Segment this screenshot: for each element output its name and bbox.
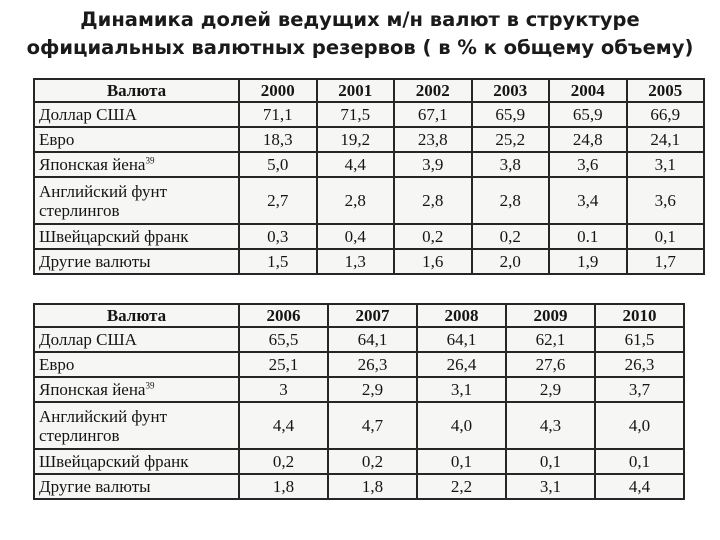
column-header-currency: Валюта xyxy=(34,79,239,102)
row-label: Швейцарский франк xyxy=(34,224,239,249)
table-cell: 1,3 xyxy=(317,249,395,274)
table-cell: 1,7 xyxy=(627,249,705,274)
table-cell: 0,2 xyxy=(328,449,417,474)
table-cell: 3 xyxy=(239,377,328,402)
row-label xyxy=(34,152,239,177)
table-cell: 4,0 xyxy=(595,402,684,449)
table-cell: 4,3 xyxy=(506,402,595,449)
row-label-text: Японская йена xyxy=(39,379,146,399)
table-cell: 24,8 xyxy=(549,127,627,152)
table-cell: 71,1 xyxy=(239,102,317,127)
row-label xyxy=(34,377,239,402)
table-cell: 3,6 xyxy=(627,177,705,224)
table-row xyxy=(34,102,704,127)
table-cell: 3,4 xyxy=(549,177,627,224)
table-cell: 61,5 xyxy=(595,327,684,352)
table-cell: 65,9 xyxy=(549,102,627,127)
column-header-year: 2005 xyxy=(627,79,705,102)
table-cell: 64,1 xyxy=(328,327,417,352)
row-label: Английский фунт стерлингов xyxy=(34,177,239,224)
row-label: Доллар США xyxy=(34,327,239,352)
table-cell: 67,1 xyxy=(394,102,472,127)
column-header-year: 2006 xyxy=(239,304,328,327)
table-cell: 2,7 xyxy=(239,177,317,224)
table-cell: 0,3 xyxy=(239,224,317,249)
table-cell: 1,8 xyxy=(328,474,417,499)
table-cell: 18,3 xyxy=(239,127,317,152)
table-cell: 27,6 xyxy=(506,352,595,377)
table-cell: 2,9 xyxy=(506,377,595,402)
table-cell: 2,2 xyxy=(417,474,506,499)
column-header-currency: Валюта xyxy=(34,304,239,327)
table-cell: 2,8 xyxy=(317,177,395,224)
table-cell: 4,4 xyxy=(317,152,395,177)
title-line-2: официальных валютных резервов ( в % к общему объему) xyxy=(26,36,694,59)
currency-share-table-2006-2010 xyxy=(33,303,685,500)
table-cell: 24,1 xyxy=(627,127,705,152)
table-cell: 0,1 xyxy=(417,449,506,474)
table-cell: 1,5 xyxy=(239,249,317,274)
table-cell: 0.1 xyxy=(549,224,627,249)
table-cell: 3,6 xyxy=(549,152,627,177)
table-cell: 23,8 xyxy=(394,127,472,152)
table-header-row xyxy=(34,79,704,102)
table-cell: 71,5 xyxy=(317,102,395,127)
column-header-year: 2002 xyxy=(394,79,472,102)
table-cell: 62,1 xyxy=(506,327,595,352)
column-header-year: 2010 xyxy=(595,304,684,327)
column-header-year: 2008 xyxy=(417,304,506,327)
column-header-year: 2003 xyxy=(472,79,550,102)
title-line-1: Динамика долей ведущих м/н валют в структуре xyxy=(80,8,640,31)
table-cell: 2,8 xyxy=(472,177,550,224)
table-cell: 25,1 xyxy=(239,352,328,377)
table-cell: 65,9 xyxy=(472,102,550,127)
table-cell: 0,4 xyxy=(317,224,395,249)
table-cell: 3,7 xyxy=(595,377,684,402)
table-cell: 5,0 xyxy=(239,152,317,177)
column-header-year: 2000 xyxy=(239,79,317,102)
row-label: Другие валюты xyxy=(34,474,239,499)
table-cell: 1,8 xyxy=(239,474,328,499)
table-cell: 64,1 xyxy=(417,327,506,352)
table-cell: 0,1 xyxy=(506,449,595,474)
table-cell: 26,3 xyxy=(328,352,417,377)
table-cell: 3,1 xyxy=(506,474,595,499)
table-row xyxy=(34,474,684,499)
table-row xyxy=(34,402,684,449)
table-row xyxy=(34,327,684,352)
table-cell: 4,4 xyxy=(595,474,684,499)
row-label: Евро xyxy=(34,127,239,152)
table-row xyxy=(34,177,704,224)
row-label: Доллар США xyxy=(34,102,239,127)
table-cell: 4,7 xyxy=(328,402,417,449)
row-label: Другие валюты xyxy=(34,249,239,274)
column-header-year: 2009 xyxy=(506,304,595,327)
table-row xyxy=(34,377,684,402)
table-cell: 66,9 xyxy=(627,102,705,127)
table-row xyxy=(34,249,704,274)
table-row xyxy=(34,152,704,177)
table-cell: 19,2 xyxy=(317,127,395,152)
currency-share-table-2000-2005 xyxy=(33,78,705,275)
table-cell: 0,1 xyxy=(627,224,705,249)
table-row xyxy=(34,449,684,474)
row-label: Швейцарский франк xyxy=(34,449,239,474)
table-cell: 0,2 xyxy=(394,224,472,249)
table-cell: 0,1 xyxy=(595,449,684,474)
column-header-year: 2007 xyxy=(328,304,417,327)
row-label: Английский фунт стерлингов xyxy=(34,402,239,449)
table-cell: 0,2 xyxy=(239,449,328,474)
footnote-marker: 39 xyxy=(145,379,155,390)
column-header-year: 2004 xyxy=(549,79,627,102)
table-cell: 65,5 xyxy=(239,327,328,352)
table-cell: 3,1 xyxy=(417,377,506,402)
table-cell: 3,1 xyxy=(627,152,705,177)
footnote-marker: 39 xyxy=(145,154,155,165)
table-cell: 3,8 xyxy=(472,152,550,177)
row-label-text: Японская йена xyxy=(39,154,146,174)
table-cell: 26,4 xyxy=(417,352,506,377)
column-header-year: 2001 xyxy=(317,79,395,102)
table-cell: 26,3 xyxy=(595,352,684,377)
row-label: Евро xyxy=(34,352,239,377)
table-cell: 4,4 xyxy=(239,402,328,449)
table-cell: 1,9 xyxy=(549,249,627,274)
table-cell: 1,6 xyxy=(394,249,472,274)
table-header-row xyxy=(34,304,684,327)
page-title xyxy=(0,6,720,62)
table-cell: 2,0 xyxy=(472,249,550,274)
table-cell: 2,8 xyxy=(394,177,472,224)
table-row xyxy=(34,224,704,249)
table-row xyxy=(34,127,704,152)
table-cell: 2,9 xyxy=(328,377,417,402)
table-cell: 25,2 xyxy=(472,127,550,152)
table-cell: 4,0 xyxy=(417,402,506,449)
table-row xyxy=(34,352,684,377)
table-cell: 0,2 xyxy=(472,224,550,249)
table-cell: 3,9 xyxy=(394,152,472,177)
